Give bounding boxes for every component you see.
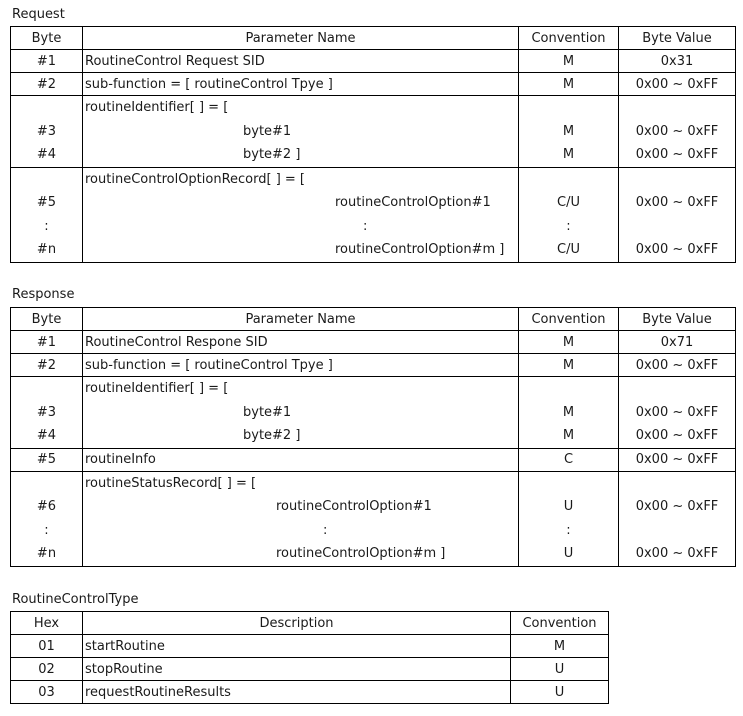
table-row-group [11,167,736,262]
value-text: 0x00 ~ 0xFF [635,499,719,514]
hex-cell: 02 [11,658,83,681]
table-row [11,331,736,354]
conv-text: M [562,404,575,420]
parameter-cell [83,167,519,262]
description-cell: stopRoutine [83,658,511,681]
conv-text: M [562,147,575,162]
response-table [10,307,736,567]
col-header-hex: Hex [11,612,83,635]
byte-cell: #2 [11,73,83,96]
conv-text: M [562,123,575,139]
conv-text: M [562,428,575,443]
convention-cell [519,167,619,262]
value-text: 0x00 ~ 0xFF [635,242,719,257]
hex-cell: 03 [11,681,83,704]
header-row [11,308,736,331]
byte-cell: #2 [11,354,83,377]
col-header-byte-value: Byte Value [619,308,736,331]
parameter-cell: RoutineControl Request SID [83,50,519,73]
conv-text: C/U [557,195,580,210]
param-text: byte#1 [243,404,292,420]
convention-cell: U [511,658,609,681]
param-text: routineControlOption#m ] [335,242,505,257]
description-cell: requestRoutineResults [83,681,511,704]
param-text: : [323,522,328,538]
byte-text: #6 [36,499,57,514]
rct-table [10,611,609,704]
col-header-parameter-name: Parameter Name [83,308,519,331]
convention-cell: M [519,354,619,377]
parameter-cell [83,96,519,168]
parameter-cell [83,471,519,566]
byte-text: #4 [36,428,57,443]
param-text: routineControlOption#m ] [276,546,446,561]
col-header-byte: Byte [11,308,83,331]
param-text: byte#1 [243,123,292,139]
value-cell [619,96,736,168]
table-row [11,635,609,658]
table-row-group [11,471,736,566]
byte-cell: #1 [11,50,83,73]
param-text: byte#2 ] [243,428,301,443]
col-header-convention: Convention [519,308,619,331]
byte-cell [11,96,83,168]
byte-text: #5 [36,195,57,210]
convention-cell [519,96,619,168]
byte-cell [11,471,83,566]
table-row-group [11,96,736,168]
convention-cell: U [511,681,609,704]
group-head: routineStatusRecord[ ] = [ [85,475,257,491]
table-row [11,50,736,73]
value-cell: 0x31 [619,50,736,73]
request-title: Request [12,7,65,22]
param-text: byte#2 ] [243,147,301,162]
byte-text: #3 [36,123,57,139]
col-header-byte: Byte [11,27,83,50]
value-text: 0x00 ~ 0xFF [635,195,719,210]
conv-text: U [563,546,574,561]
param-text: routineControlOption#1 [276,499,432,514]
value-text: 0x00 ~ 0xFF [635,546,719,561]
response-title: Response [12,287,75,302]
header-row [11,612,609,635]
byte-cell [11,377,83,449]
conv-text: : [566,218,571,234]
value-cell [619,377,736,449]
table-row [11,448,736,471]
byte-cell: #5 [11,448,83,471]
rct-title: RoutineControlType [12,592,139,607]
conv-text: U [563,499,574,514]
conv-text: : [566,522,571,538]
convention-cell [519,377,619,449]
convention-cell: M [519,73,619,96]
value-text: 0x00 ~ 0xFF [635,123,719,139]
group-head: routineIdentifier[ ] = [ [85,100,229,115]
byte-text: #3 [36,404,57,420]
byte-text: : [44,522,49,538]
table-row [11,681,609,704]
col-header-convention: Convention [519,27,619,50]
parameter-cell: RoutineControl Respone SID [83,331,519,354]
table-row [11,354,736,377]
col-header-byte-value: Byte Value [619,27,736,50]
parameter-cell: sub-function = [ routineControl Tpye ] [83,354,519,377]
value-text: 0x00 ~ 0xFF [635,147,719,162]
byte-text: #n [36,242,57,257]
value-cell: 0x00 ~ 0xFF [619,73,736,96]
col-header-description: Description [83,612,511,635]
col-header-parameter-name: Parameter Name [83,27,519,50]
value-cell: 0x00 ~ 0xFF [619,354,736,377]
value-cell: 0x00 ~ 0xFF [619,448,736,471]
convention-cell: M [519,50,619,73]
byte-cell [11,167,83,262]
value-text: 0x00 ~ 0xFF [635,428,719,443]
conv-text: C/U [557,242,580,257]
header-row [11,27,736,50]
group-head: routineIdentifier[ ] = [ [85,381,229,396]
col-header-convention: Convention [511,612,609,635]
value-cell: 0x71 [619,331,736,354]
table-row [11,73,736,96]
value-text: 0x00 ~ 0xFF [635,404,719,420]
byte-text: #4 [36,147,57,162]
value-cell [619,471,736,566]
convention-cell [519,471,619,566]
convention-cell: M [511,635,609,658]
byte-cell: #1 [11,331,83,354]
request-table [10,26,736,263]
convention-cell: C [519,448,619,471]
parameter-cell [83,377,519,449]
param-text: : [363,218,368,234]
table-row-group [11,377,736,449]
parameter-cell: sub-function = [ routineControl Tpye ] [83,73,519,96]
hex-cell: 01 [11,635,83,658]
param-text: routineControlOption#1 [335,195,491,210]
group-head: routineControlOptionRecord[ ] = [ [85,171,305,187]
value-cell [619,167,736,262]
description-cell: startRoutine [83,635,511,658]
byte-text: #n [36,546,57,561]
table-row [11,658,609,681]
byte-text: : [44,218,49,234]
convention-cell: M [519,331,619,354]
parameter-cell: routineInfo [83,448,519,471]
